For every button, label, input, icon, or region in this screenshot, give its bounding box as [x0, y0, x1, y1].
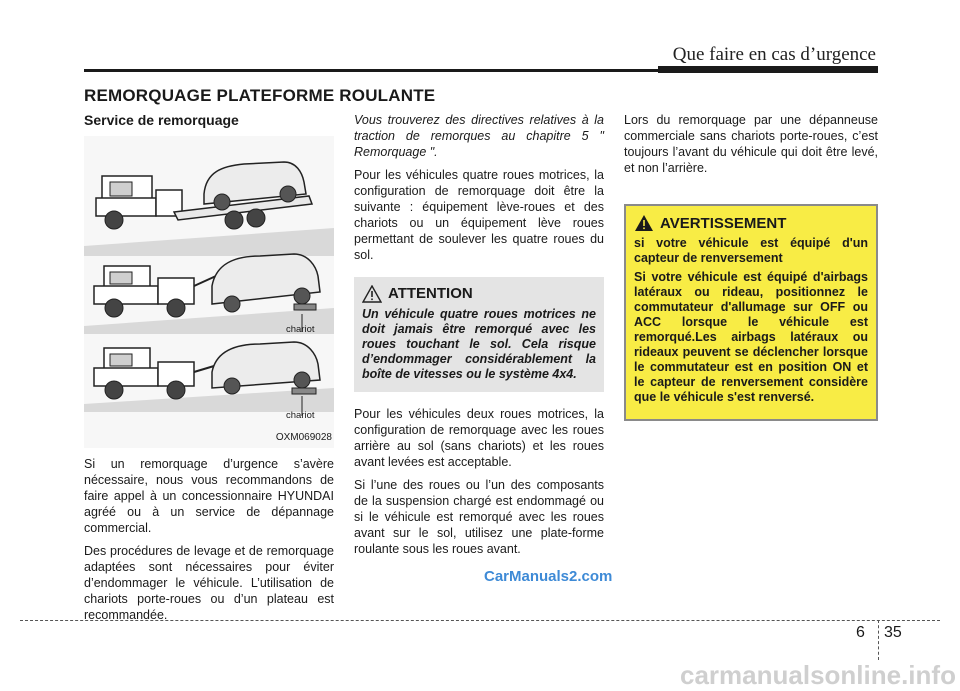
watermark-link[interactable]: CarManuals2.com: [484, 568, 613, 585]
warning-text: Si votre véhicule est équipé d'airbags latéraux ou rideau, positionnez le commutateur d'allumage sur OFF ou ACC lorsque le véhicule est remorqué.Les airbags latéraux ou rideaux peuvent se déclencher lorsque le commutateur est en position ON et le capteur de renversement considère que le véhicule s'est renversé.: [634, 270, 868, 404]
header-rule-accent: [658, 66, 878, 73]
site-watermark: carmanualsonline.info: [680, 660, 956, 690]
chariot-label: chariot: [286, 324, 315, 335]
column-3: [624, 112, 878, 183]
towing-illustration: [84, 136, 334, 448]
caution-text: Un véhicule quatre roues motrices ne doit jamais être remorqué avec les roues touchant le sol. Cela risque d’endommager considérablement la boîte de vitesses ou le système 4x4.: [362, 307, 596, 381]
paragraph: Des procédures de levage et de remorquage adaptées sont nécessaires pour éviter d’endommager le véhicule. L’utilisation de chariots porte-roues ou d’un plateau est recommandée.: [84, 544, 334, 622]
section-title: REMORQUAGE PLATEFORME ROULANTE: [84, 86, 436, 105]
warning-triangle-icon: [634, 214, 654, 232]
footer-rule: [20, 620, 940, 621]
paragraph: Pour les véhicules quatre roues motrices, la configuration de remorquage doit être la suivante : équipement lève-roues et des chariots ou un équipement lève roues permettant de soulever les quatre roues du sol.: [354, 168, 604, 262]
chariot-label: chariot: [286, 410, 315, 421]
wheel-lift-dolly-graphic: [84, 342, 334, 416]
figure-code: OXM069028: [275, 432, 332, 443]
footer-divider: [878, 620, 879, 660]
column-1: [84, 112, 334, 630]
warning-text: si votre véhicule est équipé d'un capteur de renversement: [634, 236, 868, 265]
paragraph: Vous trouverez des directives relatives à la traction de remorques au chapitre 5 " Remorquage ".: [354, 113, 604, 159]
caution-box: [354, 277, 604, 392]
paragraph: Pour les véhicules deux roues motrices, la configuration de remorquage avec les roues arrière au sol (sans chariots) et les roues avant levées est acceptable.: [354, 407, 604, 469]
flatbed-truck-graphic: [84, 162, 334, 256]
chapter-number: 6: [856, 624, 865, 641]
tow-trucks-drawing: [84, 136, 334, 448]
header-title: Que faire en cas d’urgence: [672, 44, 876, 65]
column-2: [354, 112, 604, 564]
page-number: 35: [884, 624, 902, 641]
paragraph: Lors du remorquage par une dépanneuse commerciale sans chariots porte-roues, c’est toujours l’avant du véhicule qui doit être levé, et non l’arrière.: [624, 113, 878, 175]
subtitle: Service de remorquage: [84, 112, 239, 128]
paragraph: Si un remorquage d’urgence s’avère nécessaire, nous vous recommandons de faire appel à un concessionnaire HYUNDAI agréé ou à un service de dépannage commercial.: [84, 457, 334, 535]
caution-title: ATTENTION: [388, 285, 473, 302]
warning-title: AVERTISSEMENT: [660, 214, 787, 232]
paragraph: Si l’une des roues ou l’un des composants de la suspension chargé est endommagé ou si le véhicule est remorqué avec les roues avant sur le sol, utilisez une plate-forme roulante sous les roues avant.: [354, 478, 604, 556]
warning-box: [624, 204, 878, 421]
warning-triangle-icon: [362, 285, 382, 303]
